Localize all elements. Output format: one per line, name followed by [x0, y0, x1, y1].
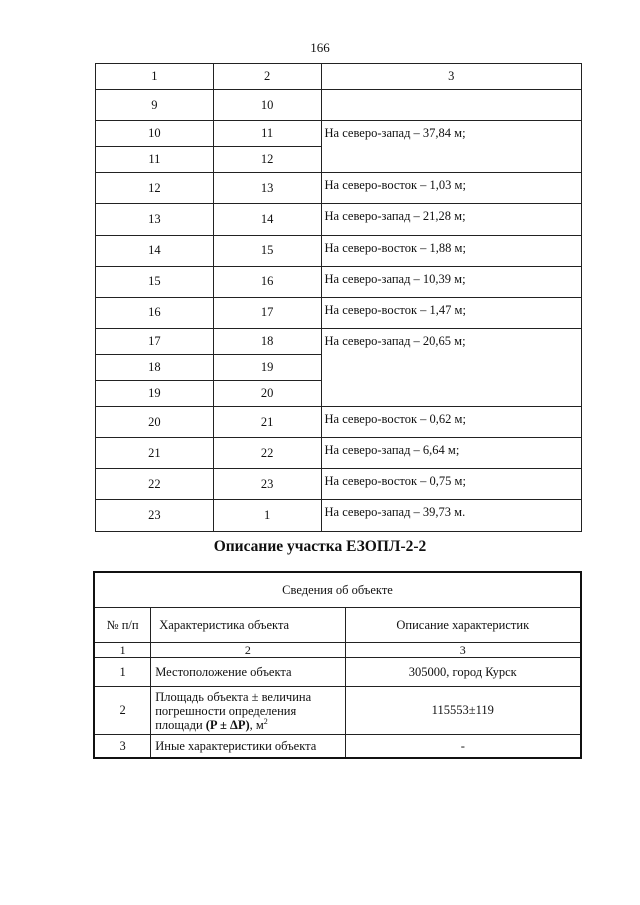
table-row [94, 735, 581, 759]
table-row [96, 266, 582, 297]
column-number: 2 [151, 643, 345, 658]
table-row [96, 90, 582, 121]
from-point: 21 [96, 438, 214, 469]
row-number: 3 [94, 735, 151, 759]
from-point: 18 [96, 354, 214, 380]
characteristic-cell: Местоположение объекта [151, 658, 345, 687]
direction-cell: На северо-восток – 1,88 м; [321, 235, 581, 266]
header-cell: 1 [96, 64, 214, 90]
direction-cell: На северо-восток – 1,03 м; [321, 173, 581, 204]
direction-cell: На северо-запад – 6,64 м; [321, 438, 581, 469]
column-header: № п/п [94, 608, 151, 643]
header-cell: 2 [213, 64, 321, 90]
to-point: 14 [213, 204, 321, 235]
from-point: 20 [96, 407, 214, 438]
table-row [96, 235, 582, 266]
column-number: 3 [345, 643, 581, 658]
from-point: 11 [96, 147, 214, 173]
description-cell: 305000, город Курск [345, 658, 581, 687]
from-point: 14 [96, 235, 214, 266]
unit-exponent: 2 [263, 716, 268, 726]
direction-cell: На северо-восток – 0,62 м; [321, 407, 581, 438]
table-row [96, 121, 582, 147]
column-header: Описание характеристик [345, 608, 581, 643]
from-point: 13 [96, 204, 214, 235]
boundary-table [95, 63, 582, 532]
direction-cell: На северо-запад – 39,73 м. [321, 500, 581, 531]
table-row [94, 658, 581, 687]
from-point: 23 [96, 500, 214, 531]
table-row [96, 297, 582, 328]
to-point: 12 [213, 147, 321, 173]
from-point: 10 [96, 121, 214, 147]
characteristic-unit: , м [249, 717, 264, 732]
to-point: 22 [213, 438, 321, 469]
to-point: 21 [213, 407, 321, 438]
table-row [96, 500, 582, 531]
characteristic-cell [151, 687, 345, 735]
to-point: 1 [213, 500, 321, 531]
characteristic-formula: (P ± ΔP) [205, 717, 250, 732]
from-point: 9 [96, 90, 214, 121]
direction-cell: На северо-запад – 21,28 м; [321, 204, 581, 235]
to-point: 16 [213, 266, 321, 297]
from-point: 15 [96, 266, 214, 297]
table-row [94, 687, 581, 735]
object-info-table [93, 571, 582, 759]
direction-cell: На северо-восток – 1,47 м; [321, 297, 581, 328]
characteristic-text: Площадь объекта ± величина погрешности определения площади [155, 689, 312, 732]
direction-cell: На северо-запад – 37,84 м; [321, 121, 581, 173]
table-row [96, 407, 582, 438]
description-cell: 115553±119 [345, 687, 581, 735]
table-row [96, 469, 582, 500]
from-point: 22 [96, 469, 214, 500]
column-header: Характеристика объекта [151, 608, 345, 643]
to-point: 20 [213, 381, 321, 407]
table-title: Сведения об объекте [94, 572, 581, 608]
from-point: 12 [96, 173, 214, 204]
from-point: 19 [96, 381, 214, 407]
direction-cell: На северо-запад – 20,65 м; [321, 328, 581, 406]
row-number: 2 [94, 687, 151, 735]
table-row [96, 328, 582, 354]
to-point: 19 [213, 354, 321, 380]
column-number: 1 [94, 643, 151, 658]
table-row [96, 204, 582, 235]
direction-cell: На северо-запад – 10,39 м; [321, 266, 581, 297]
header-cell: 3 [321, 64, 581, 90]
description-cell: - [345, 735, 581, 759]
table-header-row [96, 64, 582, 90]
table-row [96, 438, 582, 469]
table-row [96, 173, 582, 204]
row-number: 1 [94, 658, 151, 687]
from-point: 16 [96, 297, 214, 328]
section-title: Описание участка ЕЗОПЛ-2-2 [213, 538, 427, 555]
to-point: 17 [213, 297, 321, 328]
to-point: 18 [213, 328, 321, 354]
direction-cell [321, 90, 581, 121]
to-point: 13 [213, 173, 321, 204]
to-point: 10 [213, 90, 321, 121]
from-point: 17 [96, 328, 214, 354]
table-title-row [94, 572, 581, 608]
column-number-row [94, 643, 581, 658]
to-point: 23 [213, 469, 321, 500]
column-header-row [94, 608, 581, 643]
direction-cell: На северо-восток – 0,75 м; [321, 469, 581, 500]
characteristic-cell: Иные характеристики объекта [151, 735, 345, 759]
page-number: 166 [310, 40, 330, 55]
to-point: 15 [213, 235, 321, 266]
to-point: 11 [213, 121, 321, 147]
